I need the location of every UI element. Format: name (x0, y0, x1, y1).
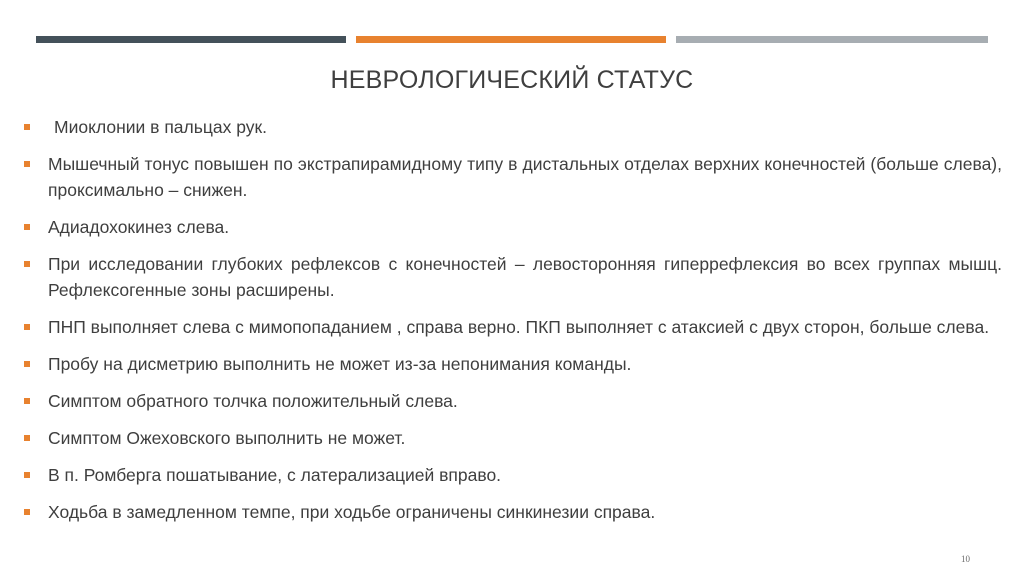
bullet-text: Ходьба в замедленном темпе, при ходьбе ограничены синкинезии справа. (48, 502, 656, 522)
bullet-item (22, 314, 1002, 340)
bullet-item (22, 151, 1002, 203)
bullet-item (22, 214, 1002, 240)
decorative-top-bars (36, 36, 988, 43)
bullet-list (22, 114, 1002, 536)
bullet-text: Пробу на дисметрию выполнить не может из-за непонимания команды. (48, 354, 632, 374)
bullet-item (22, 499, 1002, 525)
slide-title: НЕВРОЛОГИЧЕСКИЙ СТАТУС (330, 66, 694, 94)
top-bar-gray (676, 36, 988, 43)
top-bar-orange (356, 36, 666, 43)
bullet-square-icon (24, 324, 30, 330)
page-number: 10 (961, 554, 970, 564)
bullet-square-icon (24, 398, 30, 404)
bullet-text: При исследовании глубоких рефлексов с конечностей – левосторонняя гиперрефлексия во всех группах мышц. Рефлексогенные зоны расширены. (48, 254, 1002, 300)
bullet-square-icon (24, 261, 30, 267)
bullet-item (22, 251, 1002, 303)
bullet-square-icon (24, 161, 30, 167)
bullet-item (22, 351, 1002, 377)
bullet-text: Симптом Ожеховского выполнить не может. (48, 428, 406, 448)
bullet-text: Симптом обратного толчка положительный слева. (48, 391, 458, 411)
bullet-square-icon (24, 224, 30, 230)
top-bar-dark (36, 36, 346, 43)
bullet-square-icon (24, 124, 30, 130)
bullet-text: Мышечный тонус повышен по экстрапирамидному типу в дистальных отделах верхних конечностей (больше слева), проксимально – снижен. (48, 154, 1002, 200)
bullet-square-icon (24, 435, 30, 441)
bullet-text: В п. Ромберга пошатывание, с латерализацией вправо. (48, 465, 502, 485)
bullet-item (22, 114, 1002, 140)
bullet-square-icon (24, 509, 30, 515)
bullet-item (22, 388, 1002, 414)
bullet-text: ПНП выполняет слева с мимопопаданием , справа верно. ПКП выполняет с атаксией с двух сторон, больше слева. (48, 317, 990, 337)
bullet-text: Миоклонии в пальцах рук. (54, 117, 268, 137)
bullet-square-icon (24, 361, 30, 367)
bullet-item (22, 425, 1002, 451)
bullet-text: Адиадохокинез слева. (48, 217, 230, 237)
bullet-item (22, 462, 1002, 488)
bullet-square-icon (24, 472, 30, 478)
